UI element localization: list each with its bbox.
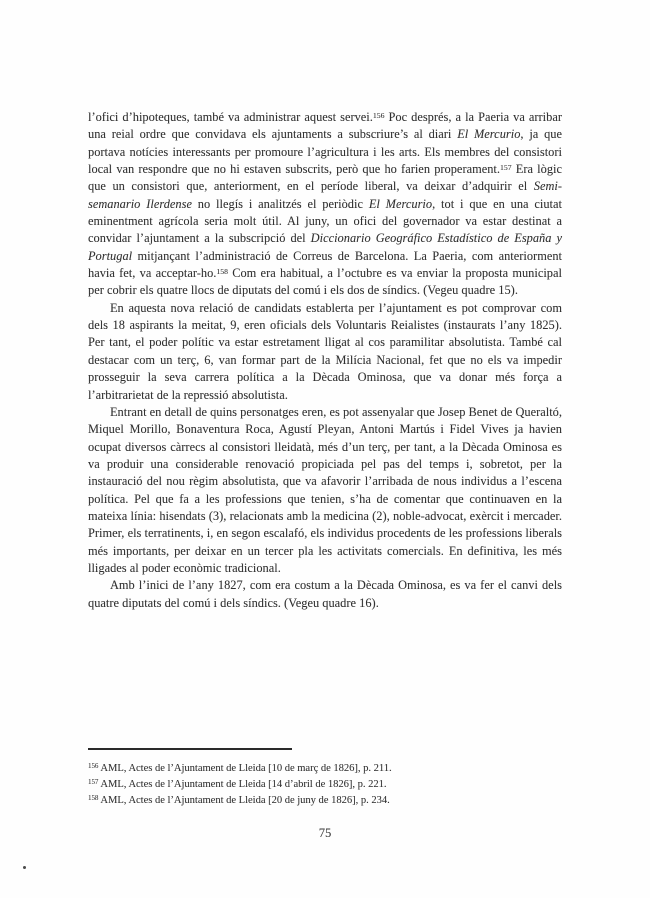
- footnote-marker: 157: [88, 778, 99, 786]
- paragraph-2: En aquesta nova relació de candidats establerta per l’ajuntament es pot comprovar com dels 18 aspirants la meitat, 9, eren oficials dels Voluntaris Reialistes (instaurats l’any 1825). Per tant, el poder polític va estar estretament lligat al cos paramilitar absolutista. També cal destacar com un terç, 6, van formar part de la Milícia Nacional, fet que no els va impedir prosseguir la seva carrera política a la Dècada Ominosa, que va donar més força a l’arbitrarietat de la repressió absolutista.: [88, 300, 562, 402]
- footnote-separator: [88, 748, 292, 750]
- scan-artifact-dot: [23, 866, 26, 869]
- footnotes: [88, 761, 562, 809]
- italic-title: Diccionario Geográfico Estadístico de España y Portugal: [88, 231, 562, 263]
- body-text: [88, 109, 562, 612]
- italic-title: El Mercurio: [457, 127, 521, 142]
- paragraph-3: Entrant en detall de quins personatges eren, es pot assenyalar que Josep Benet de Queraltó, Miquel Morillo, Bonaventura Roca, Agustí Pleyan, Antoni Martús i Fidel Vives ja havien ocupat diversos càrrecs al consistori lleidatà, més d’un terç, per tant, a la Dècada Ominosa es va produir una considerable renovació propiciada pel pas del temps i, sobretot, per la instauració del nou règim absolutista, que va afavorir l’arribada de nous individus a l’escena política. Pel que fa a les professions que tenien, s’ha de comentar que continuaven en la mateixa línia: hisendats (3), relacionats amb la medicina (2), noble-advocat, exèrcit i mercader. Primer, els terratinents, i, en segon escalafó, els individus procedents de les professions liberals més importants, per deixar en un tercer pla les activitats comercials. En definitiva, les més lligades al poder econòmic tradicional.: [88, 404, 562, 575]
- footnote-marker: 156: [88, 762, 99, 770]
- italic-title: El Mercurio: [368, 196, 433, 211]
- footnote-ref: 157: [500, 162, 512, 172]
- footnote: $^{158}$ AML, Actes de l’Ajuntament de Lleida [20 de juny de 1826], p. 234.: [88, 795, 390, 807]
- footnote-area: [88, 748, 562, 809]
- footnote-ref: 156: [372, 110, 385, 120]
- paragraph-4: Amb l’inici de l’any 1827, com era costum a la Dècada Ominosa, es va fer el canvi dels quatre diputats del comú i dels síndics. (Vegeu quadre 16).: [88, 578, 562, 610]
- footnote: $^{157}$ AML, Actes de l’Ajuntament de Lleida [14 d’abril de 1826], p. 221.: [88, 778, 387, 791]
- footnote-ref: 158: [216, 266, 228, 276]
- page-number: 75: [318, 826, 332, 840]
- paragraph-1: l’ofici d’hipoteques, també va administrar aquest servei.$^{156}$ Poc després, a la Paeria va arribar una reial ordre que convidava els ajuntaments a subscriure’s al diari El Mercurio, ja que portava notícies interessants per promoure l’agricultura i les arts. Els membres del consistori local van respondre que no hi estaven subscrits, però que ho farien properament.$^{157}$ Era lògic que un consistori que, anteriorment, en el període liberal, va deixar d’adquirir el Semi-semanario Ilerdense no llegís i analitzés el periòdic El Mercurio, tot i que en una ciutat eminentment agrícola seria molt útil. Al juny, un ofici del governador va estar destinat a convidar l’ajuntament a la subscripció del Diccionario Geográfico Estadístico de España y Portugal mitjançant l’administració de Correus de Barcelona. La Paeria, com anteriorment havia fet, va acceptar-ho.$^{158}$ Com era habitual, a l’octubre es va enviar la proposta municipal per cobrir els quatre llocs de diputats del comú i els dos de síndics. (Vegeu quadre 15).: [88, 110, 562, 298]
- footnote-marker: 158: [88, 795, 99, 803]
- footnote: $^{156}$ AML, Actes de l’Ajuntament de Lleida [10 de març de 1826], p. 211.: [88, 762, 392, 774]
- italic-title: Semi-semanario Ilerdense: [88, 179, 562, 211]
